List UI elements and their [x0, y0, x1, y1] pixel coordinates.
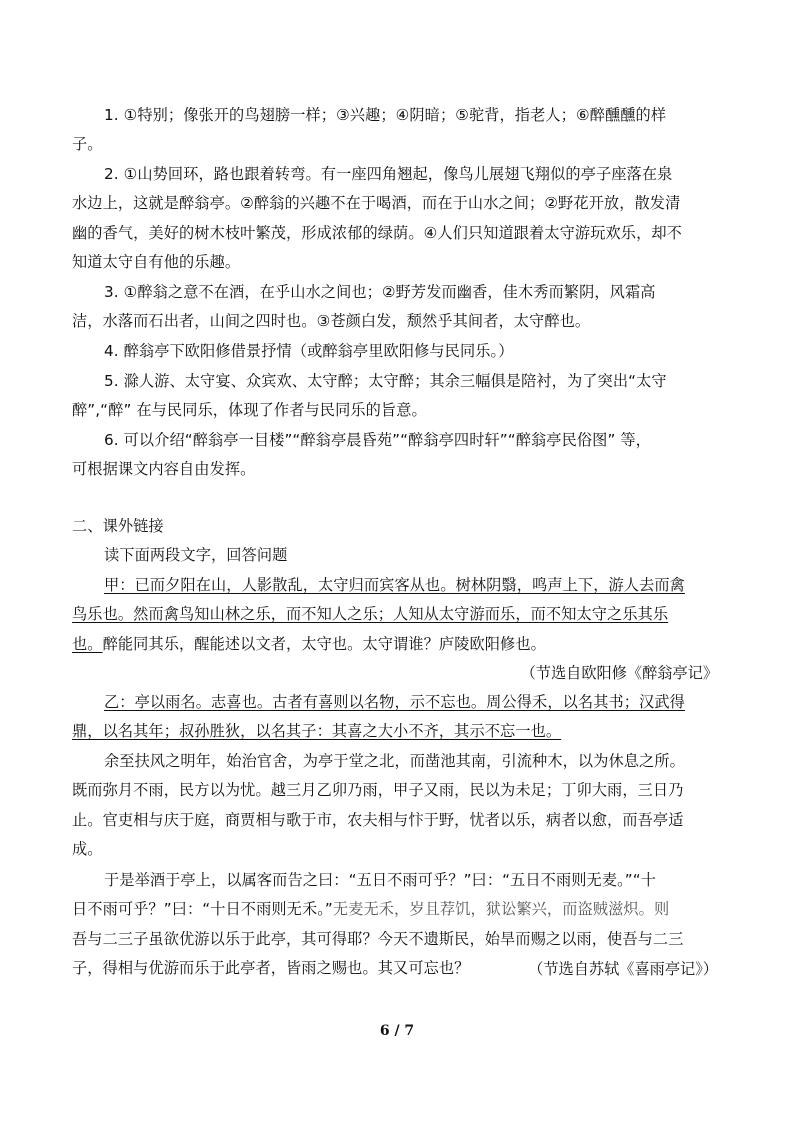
answer-1: [72, 101, 722, 160]
passage-yi-line: 于是举酒于亭上，以属客而告之曰：“五日不雨可乎？”曰：“五日不雨则无麦。”“十: [104, 871, 657, 889]
passage-yi-para-2: [72, 747, 722, 865]
passage-yi-source: （节选自苏轼《喜雨亭记》）: [528, 960, 718, 978]
answer-5-line: 5. 滁人游、太守宴、众宾欢、太守醉；太守醉；其余三幅俱是陪衬，为了突出“太守: [104, 372, 667, 390]
answer-6-line: 可根据课文内容自由发挥。: [72, 460, 256, 479]
passage-yi-line: [72, 688, 722, 717]
answer-1-line: 1. ①特别；像张开的鸟翅膀一样；③兴趣；④阴暗；⑤驼背，指老人；⑥醉醺醺的样: [104, 106, 667, 124]
answer-5-line: 醉”,“醉” 在与民同乐，体现了作者与民同乐的旨意。: [72, 401, 427, 420]
passage-yi-line: [72, 717, 722, 746]
section-2-heading: 二、课外链接: [72, 517, 164, 535]
section-2-instruction: 读下面两段文字，回答问题: [104, 546, 288, 565]
answer-4-line: 4. 醉翁亭下欧阳修借景抒情（或醉翁亭里欧阳修与民同乐。）: [104, 342, 514, 360]
answer-2: [72, 160, 722, 278]
passage-yi-line: 既而弥月不雨，民方以为忧。越三月乙卯乃雨，甲子又雨，民以为未足；丁卯大雨，三日乃: [72, 781, 684, 800]
answer-1-line: 子。: [72, 135, 103, 154]
underlined-text: 也。: [72, 634, 103, 653]
page-number: 6 / 7: [379, 1023, 415, 1039]
passage-yi-line: 子，得相与优游而乐于此亭者，皆雨之赐也。其又可忘也？: [72, 959, 470, 978]
passage-jia-text: 醉能同其乐，醒能述以文者，太守也。太守谓谁？庐陵欧阳修也。: [102, 634, 546, 653]
passage-yi-line: 止。官吏相与庆于庭，商贾相与歌于市，农夫相与忭于野，忧者以乐，病者以愈，而吾亭适: [72, 810, 684, 829]
answer-2-line: 幽的香气，美好的树木枝叶繁茂，形成浓郁的绿荫。④人们只知道跟着太守游玩欢乐，却不: [72, 223, 682, 242]
underlined-text: 甲：已而夕阳在山，人影散乱，太守归而宾客从也。树林阴翳，鸣声上下，游人去而禽: [104, 576, 685, 594]
passage-yi-line: 吾与二三子虽欲优游以乐于此亭，其可得耶？今天不遗斯民，始旱而赐之以雨，使吾与二三: [72, 929, 684, 948]
underlined-text: 鼎，以名其年；叔孙胜狄，以名其子：其喜之大小不齐，其示不忘一也。: [72, 722, 562, 741]
passage-yi-line: 成。: [72, 840, 103, 859]
answer-5: [72, 367, 722, 426]
answer-2-line: 2. ①山势回环，路也跟着转弯。有一座四角翘起，像鸟儿展翅飞翔似的亭子座落在泉: [104, 165, 673, 183]
passage-yi-text: 无麦无禾，岁且荐饥，狱讼繁兴，而盗贼滋炽。则: [332, 900, 670, 919]
answer-3: [72, 278, 722, 337]
passage-jia-line: [72, 600, 722, 629]
passage-yi: [72, 688, 722, 747]
answer-6-line: 6. 可以介绍“醉翁亭一目楼”“醉翁亭晨昏苑”“醉翁亭四时轩”“醉翁亭民俗图” 等，: [104, 431, 651, 449]
passage-yi-line: 余至扶风之明年，始治官舍，为亭于堂之北，而凿池其南，引流种木，以为休息之所。: [104, 752, 685, 770]
section-heading: [72, 512, 722, 571]
passage-jia-source: （节选自欧阳修《醉翁亭记》: [520, 664, 718, 682]
passage-jia-line: [72, 630, 722, 659]
passage-jia: [72, 571, 722, 659]
answer-2-line: 水边上，这就是醉翁亭。②醉翁的兴趣不在于喝酒，而在于山水之间；②野花开放，散发清: [72, 194, 681, 213]
passage-yi-line: [72, 895, 722, 924]
passage-yi-text: 日不雨可乎？”曰：“十日不雨则无禾。”: [72, 900, 333, 919]
underlined-text: 乙：亭以雨名。志喜也。古者有喜则以名物，示不忘也。周公得禾，以名其书；汉武得: [104, 693, 685, 711]
underlined-text: 鸟乐也。然而禽鸟知山林之乐，而不知人之乐；人知从太守游而乐，而不知太守之乐其乐: [72, 605, 669, 624]
answer-6: [72, 426, 722, 485]
answer-3-line: 洁，水落而石出者，山间之四时也。③苍颜白发，颓然乎其间者，太守醉也。: [72, 312, 591, 331]
answer-2-line: 知道太守自有他的乐趣。: [72, 253, 241, 272]
answer-4: [72, 337, 722, 366]
answer-3-line: 3. ①醉翁之意不在酒，在乎山水之间也；②野芳发而幽香，佳木秀而繁阴，风霜高: [104, 283, 656, 301]
passage-jia-line: [72, 571, 722, 600]
